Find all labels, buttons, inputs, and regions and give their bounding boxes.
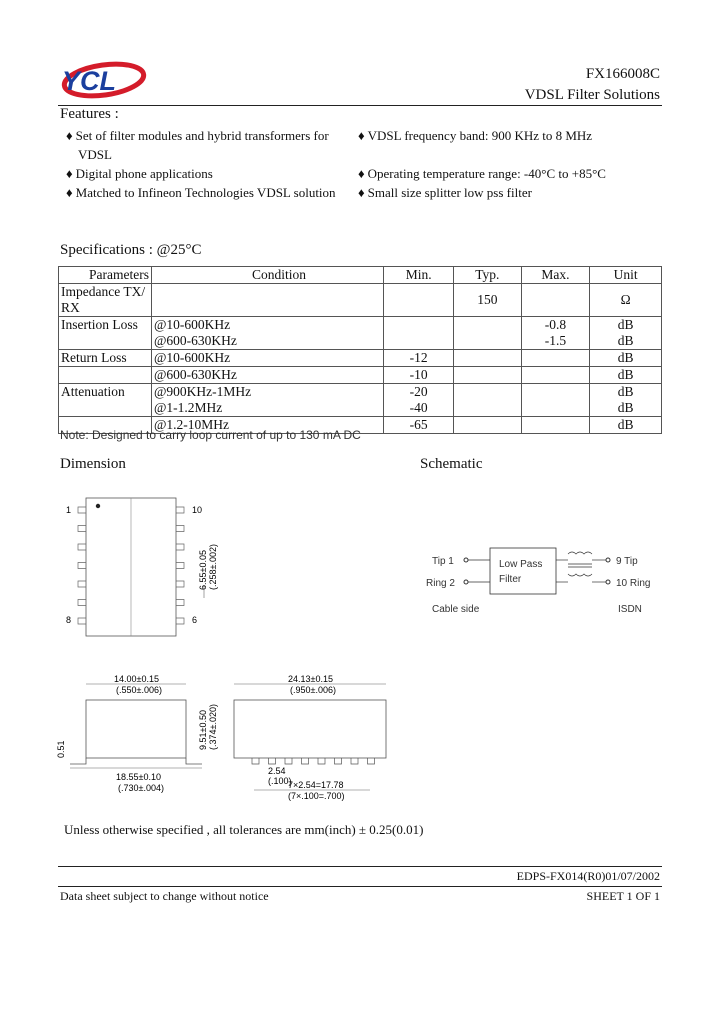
cell-min — [384, 317, 454, 334]
feature-item: ♦ Operating temperature range: -40°C to +85°C — [358, 166, 606, 181]
isdn-label: ISDN — [618, 604, 642, 615]
cell-min: -40 — [384, 400, 454, 417]
col-header-min: Min. — [384, 267, 454, 284]
pin-right — [176, 581, 184, 587]
cell-unit: dB — [590, 317, 662, 334]
feature-item: ♦ Set of filter modules and hybrid transformers for — [66, 128, 329, 143]
cell-min — [384, 333, 454, 350]
cell-max: -1.5 — [521, 333, 590, 350]
col-header-max: Max. — [521, 267, 590, 284]
pin-front — [285, 758, 292, 764]
cell-condition: @1.2-10MHz — [151, 417, 383, 434]
cell-typ: 150 — [453, 284, 521, 317]
schematic-diagram — [420, 540, 660, 620]
pin-left — [78, 581, 86, 587]
dim-total-pitch-in: (7×.100=.700) — [288, 791, 345, 801]
bullet-icon: ♦ — [358, 128, 365, 143]
footer-rule-1 — [58, 866, 662, 867]
table-row — [59, 384, 662, 401]
col-header-condition: Condition — [151, 267, 383, 284]
col-header-parameters: Parameters — [59, 267, 152, 284]
logo-text: YCL — [62, 66, 116, 96]
cell-max — [521, 417, 590, 434]
cell-min: -65 — [384, 417, 454, 434]
footer-rule-2 — [58, 886, 662, 887]
cell-max — [521, 400, 590, 417]
feature-item: ♦ Matched to Infineon Technologies VDSL solution — [66, 185, 336, 200]
dim-length: 24.13±0.15 — [288, 674, 333, 684]
bullet-icon: ♦ — [358, 185, 365, 200]
spec-header-row — [59, 267, 662, 284]
dimension-side-view — [56, 672, 216, 802]
dim-width-in: (.550±.006) — [116, 685, 162, 695]
pin-right — [176, 600, 184, 606]
bullet-icon: ♦ — [358, 166, 365, 181]
cell-min: -10 — [384, 367, 454, 384]
tip-label: Tip 1 — [432, 556, 454, 567]
ycl-logo — [58, 60, 146, 100]
cell-condition: @10-600KHz — [151, 350, 383, 367]
bullet-icon: ♦ — [66, 128, 73, 143]
pin-label-1: 1 — [66, 505, 72, 515]
feature-item: ♦ Digital phone applications — [66, 166, 213, 181]
pin-left — [78, 544, 86, 550]
dim-height: 9.51±0.50 — [198, 710, 208, 750]
cell-condition: @600-630KHz — [151, 333, 383, 350]
pin-front — [318, 758, 325, 764]
table-row — [59, 333, 662, 350]
pin-right — [176, 618, 184, 624]
pin-front — [351, 758, 358, 764]
pin-left — [78, 563, 86, 569]
cell-parameter: Return Loss — [59, 350, 152, 367]
cell-typ — [453, 317, 521, 334]
tolerance-note: Unless otherwise specified , all tolerances are mm(inch) ± 0.25(0.01) — [64, 822, 424, 837]
cell-typ — [453, 400, 521, 417]
cell-condition: @900KHz-1MHz — [151, 384, 383, 401]
spec-note: Note: Designed to carry loop current of up to 130 mA DC — [60, 428, 361, 442]
dim-width: 14.00±0.15 — [114, 674, 159, 684]
schematic-title: Schematic — [420, 456, 483, 472]
dimension-front-view — [230, 672, 400, 807]
pin-left — [78, 526, 86, 532]
cell-condition: @10-600KHz — [151, 317, 383, 334]
subtitle: VDSL Filter Solutions — [524, 87, 660, 103]
table-row — [59, 284, 662, 317]
cell-unit: dB — [590, 417, 662, 434]
table-row — [59, 317, 662, 334]
pin-right — [176, 507, 184, 513]
pin-front — [335, 758, 342, 764]
specs-title: Specifications : @25°C — [60, 242, 202, 258]
features-right — [358, 126, 658, 202]
dimension-title: Dimension — [60, 456, 126, 472]
col-header-unit: Unit — [590, 267, 662, 284]
cell-parameter: Insertion Loss — [59, 317, 152, 334]
pin-front — [269, 758, 276, 764]
table-row — [59, 400, 662, 417]
dim-pitch-in: (.100) — [268, 776, 292, 786]
features-left: ♦ Set of filter modules and hybrid transformers for VDSL ♦ Digital phone applications ♦ Matched to Infineon Technologies VDSL solution — [66, 126, 356, 202]
cell-unit: dB — [590, 350, 662, 367]
pin-left — [78, 618, 86, 624]
cell-condition: @600-630KHz — [151, 367, 383, 384]
feature-item: ♦ VDSL frequency band: 900 KHz to 8 MHz — [358, 128, 593, 143]
cell-max: -0.8 — [521, 317, 590, 334]
features-title: Features : — [60, 106, 119, 122]
cell-max — [521, 284, 590, 317]
cell-condition: @1-1.2MHz — [151, 400, 383, 417]
filter-label-2: Filter — [499, 574, 522, 585]
cell-typ — [453, 333, 521, 350]
cable-side-label: Cable side — [432, 604, 480, 615]
cell-max — [521, 367, 590, 384]
dim-pin-pitch-in: (.258±.002) — [208, 544, 218, 590]
doc-number: EDPS-FX014(R0)01/07/2002 — [516, 869, 660, 883]
dim-total-pitch: 7×2.54=17.78 — [288, 780, 344, 790]
cell-unit: dB — [590, 333, 662, 350]
pin-front — [368, 758, 375, 764]
pin-label-6: 6 — [192, 615, 198, 625]
cell-typ — [453, 417, 521, 434]
pin-left — [78, 600, 86, 606]
bullet-icon: ♦ — [66, 166, 73, 181]
cell-unit: dB — [590, 367, 662, 384]
pin-label-10: 10 — [192, 505, 203, 515]
feature-item: ♦ Small size splitter low pss filter — [358, 185, 532, 200]
dimension-top-view — [56, 490, 236, 640]
cell-unit: dB — [590, 384, 662, 401]
ring-label: Ring 2 — [426, 578, 455, 589]
dim-pin-pitch: 6.55±0.05 — [198, 550, 208, 590]
dim-pitch: 2.54 — [268, 766, 286, 776]
sheet-number: SHEET 1 OF 1 — [586, 889, 660, 903]
cell-typ — [453, 367, 521, 384]
cell-min: -20 — [384, 384, 454, 401]
footer-notice: Data sheet subject to change without notice — [60, 889, 269, 903]
dim-span-in: (.730±.004) — [118, 783, 164, 793]
dim-height-in: (.374±.020) — [208, 704, 218, 750]
pin-right — [176, 526, 184, 532]
cell-min: -12 — [384, 350, 454, 367]
right-tip-label: 9 Tip — [616, 556, 638, 567]
table-row — [59, 367, 662, 384]
cell-parameter — [59, 367, 152, 384]
cell-parameter: Attenuation — [59, 384, 152, 401]
dim-length-in: (.950±.006) — [290, 685, 336, 695]
pin-right — [176, 544, 184, 550]
pin-front — [302, 758, 309, 764]
right-ring-label: 10 Ring — [616, 578, 651, 589]
pin-label-8: 8 — [66, 615, 72, 625]
table-row — [59, 350, 662, 367]
part-number: FX166008C — [585, 66, 660, 82]
cell-condition — [151, 284, 383, 317]
filter-label-1: Low Pass — [499, 559, 543, 570]
cell-typ — [453, 350, 521, 367]
cell-parameter — [59, 333, 152, 350]
pin-front — [252, 758, 259, 764]
cell-max — [521, 350, 590, 367]
cell-typ — [453, 384, 521, 401]
pin-left — [78, 507, 86, 513]
spec-table — [58, 266, 662, 434]
dim-span: 18.55±0.10 — [116, 772, 161, 782]
bullet-icon: ♦ — [66, 185, 73, 200]
cell-unit: Ω — [590, 284, 662, 317]
cell-parameter: Impedance TX/ RX — [59, 284, 152, 317]
dim-standoff: 0.51 — [56, 740, 66, 758]
cell-max — [521, 384, 590, 401]
cell-unit: dB — [590, 400, 662, 417]
cell-parameter — [59, 400, 152, 417]
header-rule — [58, 105, 662, 106]
cell-min — [384, 284, 454, 317]
pin-right — [176, 563, 184, 569]
col-header-typ: Typ. — [453, 267, 521, 284]
